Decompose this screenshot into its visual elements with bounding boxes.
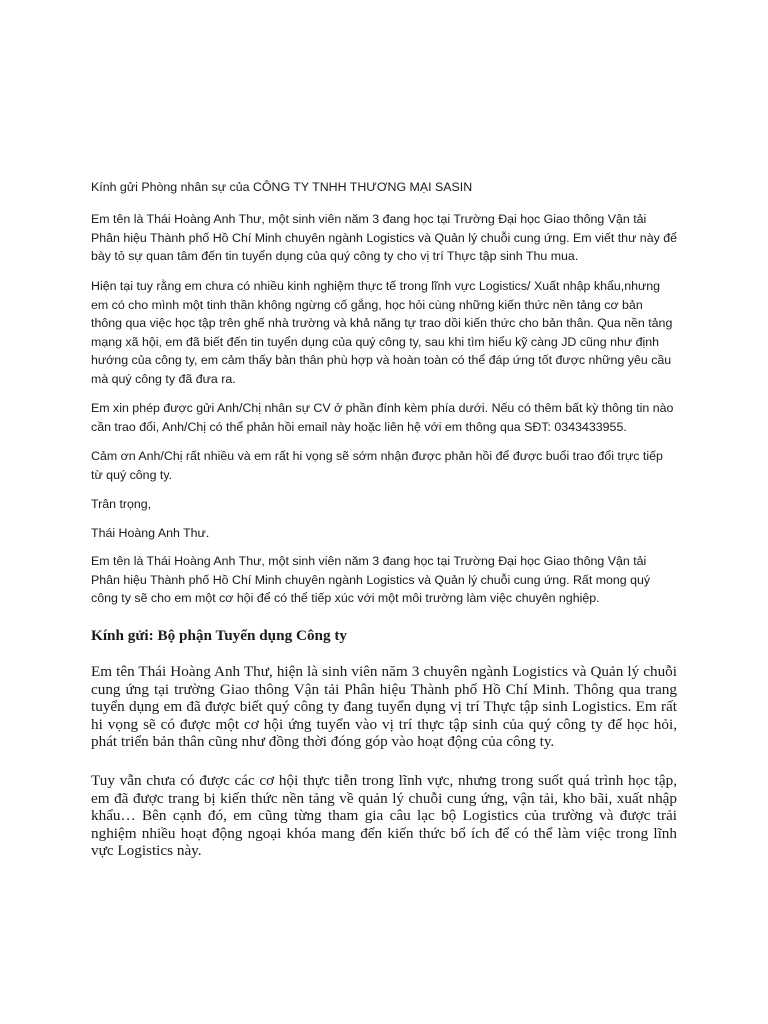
letter1-paragraph-4: Cảm ơn Anh/Chị rất nhiều và em rất hi vọng sẽ sớm nhận được phản hồi để được buổi trao đổi trực tiếp từ quý công ty. bbox=[91, 449, 663, 482]
letter2-heading: Kính gửi: Bộ phận Tuyển dụng Công ty bbox=[91, 627, 348, 644]
letter1-greeting: Kính gửi Phòng nhân sự của CÔNG TY TNHH THƯƠNG MẠI SASIN bbox=[91, 180, 473, 194]
letter2-paragraph-2: Tuy vẫn chưa có được các cơ hội thực tiễn trong lĩnh vực, nhưng trong suốt quá trình học tập, em đã được trang bị kiến thức nền tảng về quản lý chuỗi cung ứng, vận tải, kho bãi, xuất nhập khẩu… Bên cạnh đó, em cũng từng tham gia câu lạc bộ Logistics của trường và được trải nghiệm nhiều hoạt động ngoại khóa mang đến kiến thức bổ ích để có thể làm việc trong lĩnh vực Logistics này. bbox=[91, 772, 677, 860]
letter2-paragraph-1: Em tên Thái Hoàng Anh Thư, hiện là sinh viên năm 3 chuyên ngành Logistics và Quản lý chuỗi cung ứng tại trường Giao thông Vận tải Phân hiệu Thành phố Hồ Chí Minh. Thông qua trang tuyển dụng em đã được biết quý công ty đang tuyển dụng vị trí Thực tập sinh Logistics. Em rất hi vọng sẽ có được một cơ hội ứng tuyển vào vị trí thực tập sinh của quý công ty để học hỏi, phát triển bản thân cũng như đồng thời đóng góp vào hoạt động của công ty. bbox=[91, 663, 677, 751]
letter1-paragraph-2: Hiện tại tuy rằng em chưa có nhiều kinh nghiệm thực tế trong lĩnh vực Logistics/ Xuất nhập khẩu,nhưng em có cho mình một tinh thần không ngừng cố gắng, học hỏi cùng những kiến thức nền tảng cơ bản thông qua việc học tập trên ghế nhà trường và khả năng tự trao dồi kiến thức cho bản thân. Qua nền tảng mạng xã hội, em đã biết đến tin tuyển dụng của quý công ty, sau khi tìm hiểu kỹ càng JD cũng như định hướng của công ty, em cảm thấy bản thân phù hợp và hoàn toàn có thể đáp ứng tốt được những yêu cầu mà quý công ty đã đưa ra. bbox=[91, 279, 673, 386]
letter1-paragraph-3: Em xin phép được gửi Anh/Chị nhân sự CV ở phần đính kèm phía dưới. Nếu có thêm bất kỳ thông tin nào cần trao đổi, Anh/Chị có thể phản hồi email này hoặc liên hệ với em thông qua SĐT: 0343433955. bbox=[91, 401, 674, 434]
letter1-signature: Thái Hoàng Anh Thư. bbox=[91, 526, 210, 540]
letter1-paragraph-5: Em tên là Thái Hoàng Anh Thư, một sinh viên năm 3 đang học tại Trường Đại học Giao thông Vận tải Phân hiệu Thành phố Hồ Chí Minh chuyên ngành Logistics và Quản lý chuỗi cung ứng. Rất mong quý công ty sẽ cho em một cơ hội để có thể tiếp xúc với một môi trường làm việc chuyên nghiệp. bbox=[91, 554, 651, 606]
letter1-paragraph-1: Em tên là Thái Hoàng Anh Thư, một sinh viên năm 3 đang học tại Trường Đại học Giao thông Vận tải Phân hiệu Thành phố Hồ Chí Minh chuyên ngành Logistics và Quản lý chuỗi cung ứng. Em viết thư này để bày tỏ sự quan tâm đến tin tuyển dụng của quý công ty cho vị trí Thực tập sinh Thu mua. bbox=[91, 212, 678, 264]
letter1-closing: Trân trọng, bbox=[91, 497, 152, 511]
